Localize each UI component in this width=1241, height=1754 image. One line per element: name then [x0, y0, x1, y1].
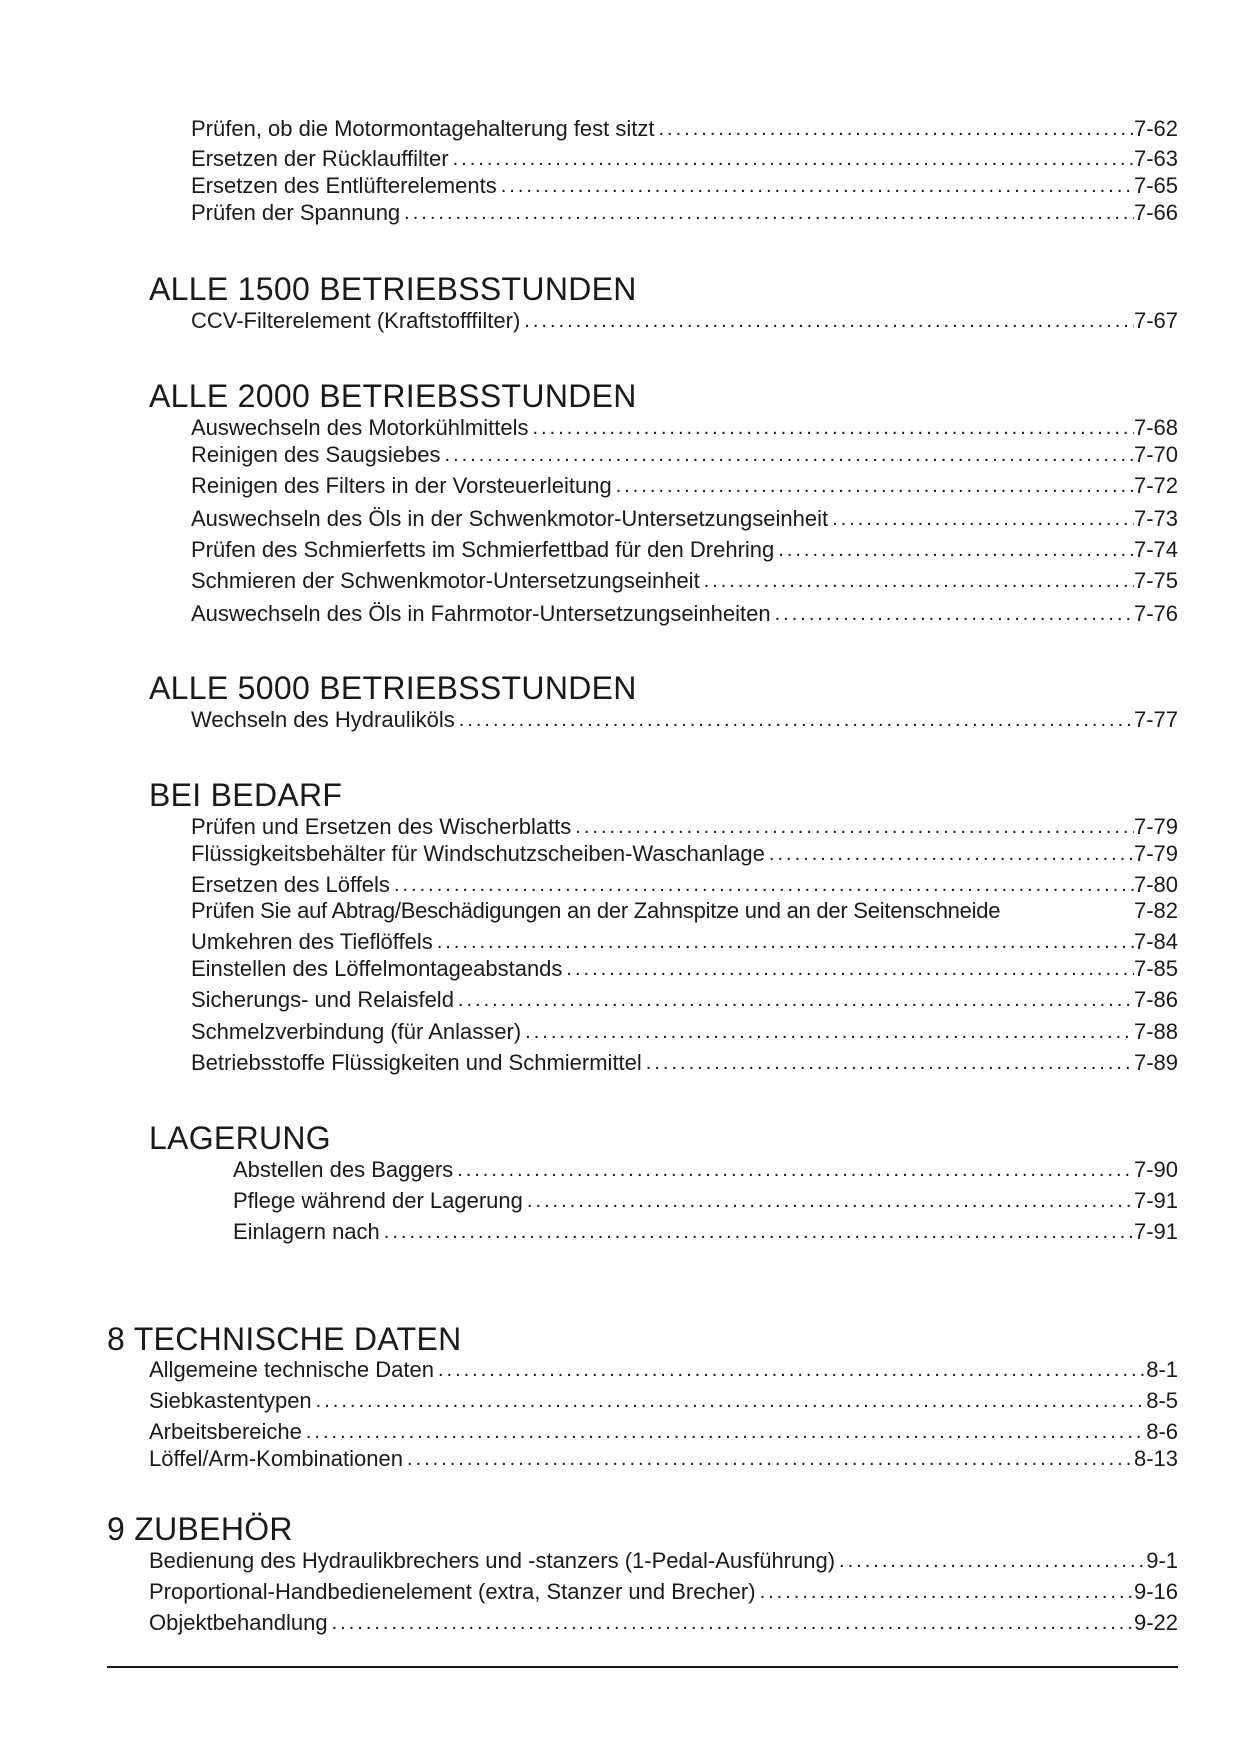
section-heading: ALLE 5000 BETRIEBSSTUNDEN — [149, 670, 637, 706]
toc-entry-page: 7-82 — [1133, 898, 1178, 923]
section-heading: ALLE 2000 BETRIEBSSTUNDEN — [149, 378, 637, 414]
toc-entry[interactable] — [191, 533, 1178, 563]
toc-entry-page: 7-89 — [1133, 1050, 1178, 1075]
toc-entry-label: Proportional-Handbedienelement (extra, Stanzer und Brecher) — [149, 1579, 756, 1604]
toc-entry-page: 8-5 — [1146, 1388, 1178, 1413]
dot-leader — [403, 1446, 1134, 1472]
toc-entry[interactable] — [191, 469, 1178, 499]
toc-entry-page: 9-22 — [1133, 1610, 1178, 1635]
toc-entry[interactable] — [149, 1384, 1178, 1414]
toc-entry[interactable] — [149, 1575, 1178, 1605]
toc-entry-label: Abstellen des Baggers — [233, 1157, 454, 1182]
toc-entry-label: Prüfen, ob die Motormontagehalterung fest sitzt — [191, 116, 655, 141]
toc-entry[interactable] — [191, 502, 1178, 532]
footer-rule — [107, 1666, 1178, 1668]
toc-entry-page: 9-16 — [1133, 1579, 1178, 1604]
toc-entry-label: Betriebsstoffe Flüssigkeiten und Schmiermittel — [191, 1050, 642, 1075]
toc-entry-label: Reinigen des Filters in der Vorsteuerleitung — [191, 473, 612, 498]
toc-entry-label: Auswechseln des Motorkühlmittels — [191, 415, 529, 440]
toc-entry[interactable] — [233, 1215, 1178, 1245]
dot-leader — [312, 1388, 1147, 1414]
section-heading: BEI BEDARF — [149, 777, 343, 813]
toc-entry-label: CCV-Filterelement (Kraftstofffilter) — [191, 308, 521, 333]
dot-leader — [523, 1188, 1134, 1214]
toc-entry-page: 7-73 — [1133, 506, 1178, 531]
dot-leader — [771, 601, 1134, 627]
dot-leader — [835, 1548, 1146, 1574]
toc-entry-label: Löffel/Arm-Kombinationen — [149, 1446, 403, 1471]
toc-entry-label: Prüfen der Spannung — [191, 200, 401, 225]
toc-entry-page: 7-86 — [1133, 987, 1178, 1012]
toc-entry-label: Auswechseln des Öls in Fahrmotor-Untersetzungseinheiten — [191, 601, 771, 626]
toc-entry-page: 7-91 — [1133, 1188, 1178, 1213]
dot-leader — [700, 568, 1134, 594]
toc-entry-page: 7-65 — [1133, 173, 1178, 198]
toc-entry[interactable] — [191, 564, 1178, 594]
toc-entry-label: Prüfen des Schmierfetts im Schmierfettbad für den Drehring — [191, 537, 775, 562]
toc-entry-page: 7-62 — [1133, 116, 1178, 141]
toc-entry[interactable] — [191, 894, 1178, 924]
toc-entry[interactable] — [149, 1353, 1178, 1383]
toc-entry-label: Auswechseln des Öls in der Schwenkmotor-Untersetzungseinheit — [191, 506, 829, 531]
toc-entry-page: 7-74 — [1133, 537, 1178, 562]
toc-entry-page: 7-66 — [1133, 200, 1178, 225]
dot-leader — [562, 956, 1134, 982]
toc-entry-label: Arbeitsbereiche — [149, 1419, 302, 1444]
toc-entry-label: Pflege während der Lagerung — [233, 1188, 523, 1213]
dot-leader — [328, 1610, 1134, 1636]
toc-entry[interactable] — [149, 1606, 1178, 1636]
toc-entry[interactable] — [233, 1184, 1178, 1214]
toc-entry-page: 7-77 — [1133, 707, 1178, 732]
toc-entry[interactable] — [191, 438, 1178, 468]
toc-entry[interactable] — [191, 1046, 1178, 1076]
toc-entry-page: 7-79 — [1133, 814, 1178, 839]
toc-entry[interactable] — [233, 1153, 1178, 1183]
dot-leader — [642, 1050, 1134, 1076]
section-heading: ALLE 1500 BETRIEBSSTUNDEN — [149, 271, 637, 307]
toc-entry[interactable] — [191, 810, 1178, 840]
dot-leader — [828, 506, 1134, 532]
toc-entry-label: Sicherungs- und Relaisfeld — [191, 987, 454, 1012]
toc-entry[interactable] — [149, 1442, 1178, 1472]
dot-leader — [434, 1357, 1146, 1383]
toc-entry-page: 7-70 — [1133, 442, 1178, 467]
toc-entry[interactable] — [191, 837, 1178, 867]
toc-entry-page: 8-1 — [1146, 1357, 1178, 1382]
dot-leader — [380, 1219, 1134, 1245]
toc-entry-label: Reinigen des Saugsiebes — [191, 442, 441, 467]
toc-entry[interactable] — [191, 411, 1178, 441]
toc-entry-label: Ersetzen des Entlüfterelements — [191, 173, 497, 198]
toc-entry[interactable] — [149, 1415, 1178, 1445]
toc-entry-page: 7-90 — [1133, 1157, 1178, 1182]
dot-leader — [455, 707, 1134, 733]
toc-entry[interactable] — [191, 597, 1178, 627]
toc-entry-page: 8-6 — [1146, 1419, 1178, 1444]
toc-entry[interactable] — [191, 142, 1178, 172]
dot-leader — [612, 473, 1134, 499]
toc-entry[interactable] — [191, 169, 1178, 199]
toc-entry[interactable] — [191, 112, 1178, 142]
toc-entry-label: Schmelzverbindung (für Anlasser) — [191, 1019, 522, 1044]
toc-entry-label: Objektbehandlung — [149, 1610, 328, 1635]
toc-entry-page: 7-63 — [1133, 146, 1178, 171]
toc-entry-page: 7-76 — [1133, 601, 1178, 626]
dot-leader — [453, 1157, 1134, 1183]
dot-leader — [454, 987, 1134, 1013]
toc-entry-page: 7-80 — [1133, 872, 1178, 897]
toc-entry-label: Ersetzen des Löffels — [191, 872, 390, 897]
dot-leader — [774, 537, 1134, 563]
toc-entry-page: 7-88 — [1133, 1019, 1178, 1044]
toc-entry-label: Flüssigkeitsbehälter für Windschutzscheiben-Waschanlage — [191, 841, 765, 866]
toc-entry[interactable] — [191, 304, 1178, 334]
toc-entry-page: 9-1 — [1146, 1548, 1178, 1573]
dot-leader — [756, 1579, 1134, 1605]
toc-entry-page: 7-84 — [1133, 929, 1178, 954]
toc-entry-label: Wechseln des Hydrauliköls — [191, 707, 455, 732]
toc-entry-page: 7-68 — [1133, 415, 1178, 440]
toc-entry[interactable] — [191, 703, 1178, 733]
toc-entry-page: 8-13 — [1133, 1446, 1178, 1471]
dot-leader — [400, 200, 1134, 226]
dot-leader — [765, 841, 1134, 867]
toc-entry-label: Ersetzen der Rücklauffilter — [191, 146, 449, 171]
toc-entry[interactable] — [191, 925, 1178, 955]
toc-entry-label: Einlagern nach — [233, 1219, 380, 1244]
toc-entry-page: 7-85 — [1133, 956, 1178, 981]
toc-entry-label: Allgemeine technische Daten — [149, 1357, 434, 1382]
dot-leader — [520, 308, 1134, 334]
toc-entry[interactable] — [149, 1544, 1178, 1574]
toc-entry[interactable] — [191, 983, 1178, 1013]
dot-leader — [521, 1019, 1134, 1045]
toc-entry-label: Bedienung des Hydraulikbrechers und -stanzers (1-Pedal-Ausführung) — [149, 1548, 836, 1573]
dot-leader — [654, 116, 1133, 142]
toc-entry[interactable] — [191, 196, 1178, 226]
toc-entry-label: Siebkastentypen — [149, 1388, 312, 1413]
toc-entry-label: Einstellen des Löffelmontageabstands — [191, 956, 563, 981]
toc-entry-label: Prüfen und Ersetzen des Wischerblatts — [191, 814, 572, 839]
toc-entry-page: 7-75 — [1133, 568, 1178, 593]
toc-entry-label: Schmieren der Schwenkmotor-Untersetzungseinheit — [191, 568, 700, 593]
toc-entry-page: 7-67 — [1133, 308, 1178, 333]
dot-leader — [441, 442, 1134, 468]
toc-entry-page: 7-91 — [1133, 1219, 1178, 1244]
chapter-heading: 9 ZUBEHÖR — [107, 1511, 293, 1547]
toc-entry-label: Umkehren des Tieflöffels — [191, 929, 433, 954]
toc-entry[interactable] — [191, 952, 1178, 982]
chapter-heading: 8 TECHNISCHE DATEN — [107, 1321, 462, 1357]
section-heading: LAGERUNG — [149, 1120, 331, 1156]
toc-entry[interactable] — [191, 1015, 1178, 1045]
toc-entry-page: 7-79 — [1133, 841, 1178, 866]
toc-entry-page: 7-72 — [1133, 473, 1178, 498]
toc-entry-label: Prüfen Sie auf Abtrag/Beschädigungen an der Zahnspitze und an der Seitenschneide — [191, 898, 1001, 923]
